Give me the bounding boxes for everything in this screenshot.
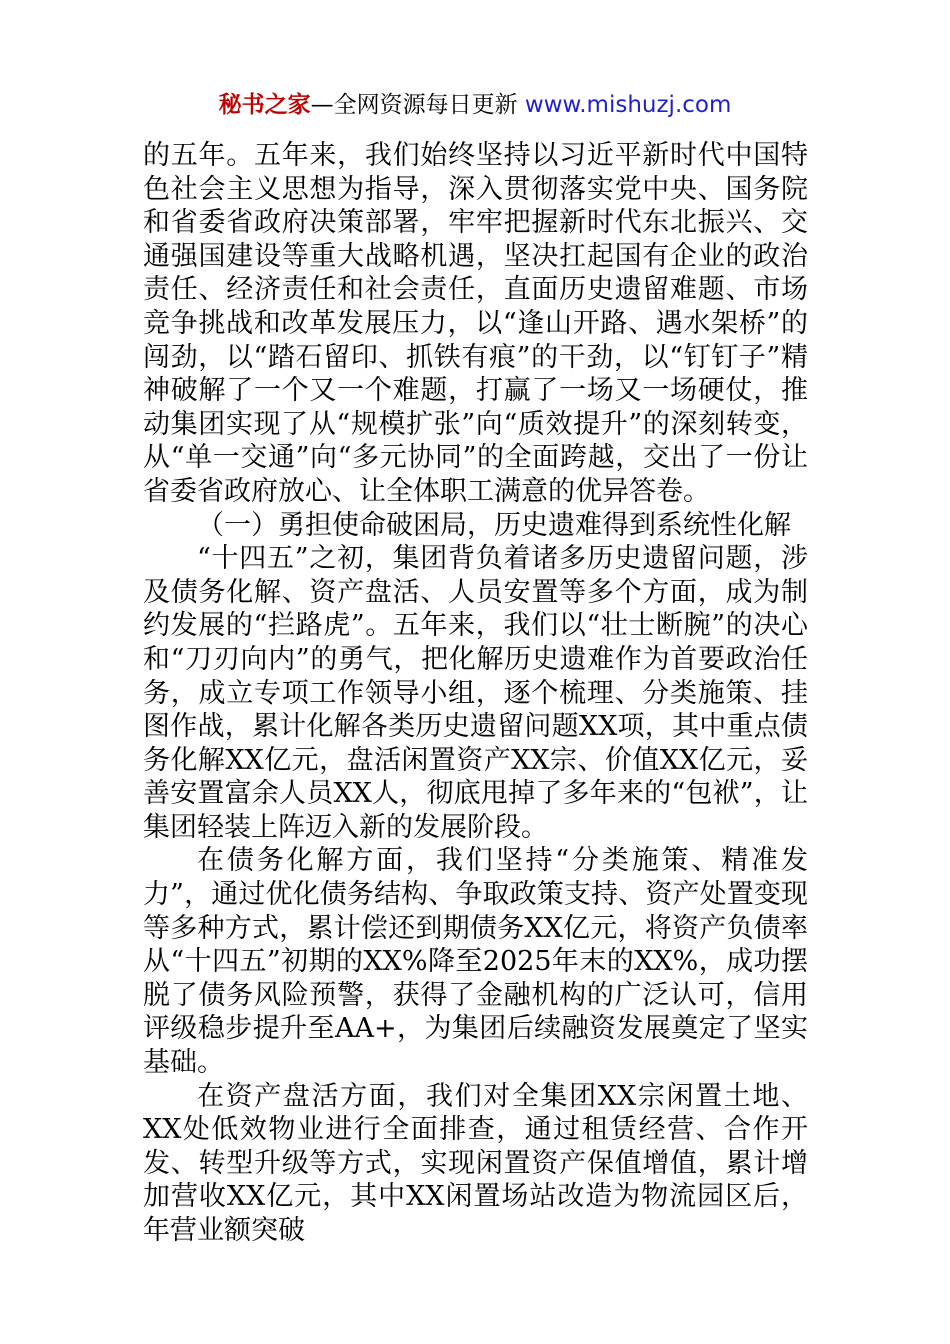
paragraph: 在资产盘活方面，我们对全集团XX宗闲置土地、XX处低效物业进行全面排查，通过租赁经营、合作开发、转型升级等方式，实现闲置资产保值增值，累计增加营收XX亿元，其中XX闲置场站改造为物流园区后，年营业额突破	[143, 1080, 808, 1246]
page-header	[0, 88, 950, 122]
brand-name: 秘书之家	[218, 92, 311, 118]
paragraph-continued: 的五年。五年来，我们始终坚持以习近平新时代中国特色社会主义思想为指导，深入贯彻落实党中央、国务院和省委省政府决策部署，牢牢把握新时代东北振兴、交通强国建设等重大战略机遇，坚决扛起国有企业的政治责任、经济责任和社会责任，直面历史遗留难题、市场竞争挑战和改革发展压力，以“逢山开路、遇水架桥”的闯劲，以“踏石留印、抓铁有痕”的干劲，以“钉钉子”精神破解了一个又一个难题，打赢了一场又一场硬仗，推动集团实现了从“规模扩张”向“质效提升”的深刻转变，从“单一交通”向“多元协同”的全面跨越，交出了一份让省委省政府放心、让全体职工满意的优异答卷。	[143, 140, 808, 507]
section-heading: （一）勇担使命破困局，历史遗难得到系统性化解	[197, 509, 791, 541]
paragraph: 在债务化解方面，我们坚持“分类施策、精准发力”，通过优化债务结构、争取政策支持、资产处置变现等多种方式，累计偿还到期债务XX亿元，将资产负债率从“十四五”初期的XX%降至2025年末的XX%，成功摆脱了债务风险预警，获得了金融机构的广泛认可，信用评级稳步提升至AA+，为集团后续融资发展奠定了坚实基础。	[143, 845, 808, 1079]
website-link[interactable]: www.mishuzj.com	[524, 92, 732, 118]
paragraph: “十四五”之初，集团背负着诸多历史遗留问题，涉及债务化解、资产盘活、人员安置等多个方面，成为制约发展的“拦路虎”。五年来，我们以“壮士断腕”的决心和“刀刃向内”的勇气，把化解历史遗难作为首要政治任务，成立专项工作领导小组，逐个梳理、分类施策、挂图作战，累计化解各类历史遗留问题XX项，其中重点债务化解XX亿元，盘活闲置资产XX宗、价值XX亿元，妥善安置富余人员XX人，彻底甩掉了多年来的“包袱”，让集团轻装上阵迈入新的发展阶段。	[143, 543, 808, 843]
header-slogan: —全网资源每日更新	[310, 92, 518, 118]
document-body	[143, 139, 808, 1248]
